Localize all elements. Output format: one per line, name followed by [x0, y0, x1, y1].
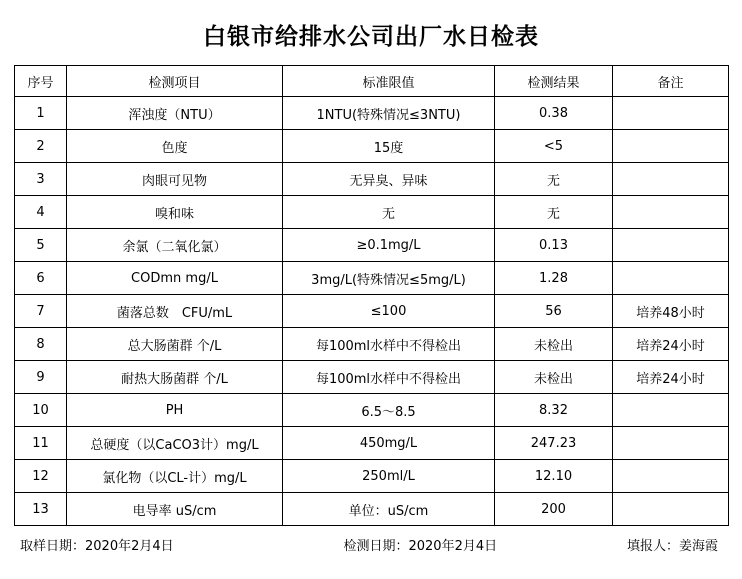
- cell-remark: [613, 460, 729, 493]
- table-row: [15, 196, 729, 229]
- cell-result: 无: [495, 163, 613, 196]
- report-page: [0, 18, 742, 579]
- cell-index: 4: [15, 196, 67, 229]
- cell-index: 5: [15, 229, 67, 262]
- cell-index: 11: [15, 427, 67, 460]
- cell-index: 13: [15, 493, 67, 526]
- cell-result: 8.32: [495, 394, 613, 427]
- cell-result: 247.23: [495, 427, 613, 460]
- cell-item: 总大肠菌群 个/L: [67, 328, 283, 361]
- cell-result: 1.28: [495, 262, 613, 295]
- cell-index: 6: [15, 262, 67, 295]
- table-row: [15, 460, 729, 493]
- cell-result: <5: [495, 130, 613, 163]
- cell-item: CODmn mg/L: [67, 262, 283, 295]
- table-body: [15, 97, 729, 526]
- cell-index: 9: [15, 361, 67, 394]
- cell-remark: 培养24小时: [613, 328, 729, 361]
- column-header-index: 序号: [15, 66, 67, 97]
- cell-result: 未检出: [495, 328, 613, 361]
- cell-limit: 3mg/L(特殊情况≤5mg/L): [283, 262, 495, 295]
- table-row: [15, 493, 729, 526]
- table-row: [15, 427, 729, 460]
- cell-result: 200: [495, 493, 613, 526]
- cell-limit: 1NTU(特殊情况≤3NTU): [283, 97, 495, 130]
- table-row: [15, 229, 729, 262]
- cell-result: 12.10: [495, 460, 613, 493]
- inspection-table: [14, 65, 729, 526]
- table-row: [15, 97, 729, 130]
- cell-remark: [613, 427, 729, 460]
- table-row: [15, 361, 729, 394]
- cell-remark: [613, 163, 729, 196]
- cell-item: 浑浊度（NTU）: [67, 97, 283, 130]
- cell-limit: 每100ml水样中不得检出: [283, 328, 495, 361]
- table-row: [15, 295, 729, 328]
- cell-remark: [613, 394, 729, 427]
- cell-item: 嗅和味: [67, 196, 283, 229]
- cell-item: PH: [67, 394, 283, 427]
- cell-remark: [613, 97, 729, 130]
- cell-remark: [613, 229, 729, 262]
- cell-result: 未检出: [495, 361, 613, 394]
- cell-limit: 每100ml水样中不得检出: [283, 361, 495, 394]
- cell-result: 0.13: [495, 229, 613, 262]
- table-row: [15, 262, 729, 295]
- table-header-row: [15, 66, 729, 97]
- sampling-date: 取样日期：2020年2月4日: [20, 539, 174, 554]
- column-header-result: 检测结果: [495, 66, 613, 97]
- testing-date: 检测日期：2020年2月4日: [343, 539, 498, 554]
- cell-remark: 培养24小时: [613, 361, 729, 394]
- cell-item: 菌落总数 CFU/mL: [67, 295, 283, 328]
- cell-item: 氯化物（以CL-计）mg/L: [67, 460, 283, 493]
- cell-remark: 培养48小时: [613, 295, 729, 328]
- cell-item: 肉眼可见物: [67, 163, 283, 196]
- page-title: 白银市给排水公司出厂水日检表: [203, 24, 539, 50]
- column-header-item: 检测项目: [67, 66, 283, 97]
- cell-item: 耐热大肠菌群 个/L: [67, 361, 283, 394]
- table-row: [15, 130, 729, 163]
- column-header-limit: 标准限值: [283, 66, 495, 97]
- cell-item: 色度: [67, 130, 283, 163]
- cell-index: 10: [15, 394, 67, 427]
- cell-limit: 450mg/L: [283, 427, 495, 460]
- cell-index: 8: [15, 328, 67, 361]
- cell-remark: [613, 262, 729, 295]
- cell-remark: [613, 493, 729, 526]
- report-footer: [14, 535, 728, 554]
- table-row: [15, 328, 729, 361]
- cell-limit: 无异臭、异味: [283, 163, 495, 196]
- cell-limit: 15度: [283, 130, 495, 163]
- cell-result: 0.38: [495, 97, 613, 130]
- reporter-name: 填报人：姜海霞: [626, 539, 718, 554]
- cell-result: 无: [495, 196, 613, 229]
- cell-result: 56: [495, 295, 613, 328]
- table-header: [15, 66, 729, 97]
- column-header-remark: 备注: [613, 66, 729, 97]
- cell-index: 12: [15, 460, 67, 493]
- cell-limit: ≤100: [283, 295, 495, 328]
- cell-index: 1: [15, 97, 67, 130]
- cell-item: 总硬度（以CaCO3计）mg/L: [67, 427, 283, 460]
- cell-remark: [613, 130, 729, 163]
- cell-item: 余氯（二氧化氯）: [67, 229, 283, 262]
- cell-limit: 6.5～8.5: [283, 394, 495, 427]
- cell-limit: 无: [283, 196, 495, 229]
- cell-limit: ≥0.1mg/L: [283, 229, 495, 262]
- table-row: [15, 163, 729, 196]
- cell-index: 2: [15, 130, 67, 163]
- cell-limit: 单位：uS/cm: [283, 493, 495, 526]
- cell-item: 电导率 uS/cm: [67, 493, 283, 526]
- table-row: [15, 394, 729, 427]
- cell-limit: 250ml/L: [283, 460, 495, 493]
- cell-remark: [613, 196, 729, 229]
- cell-index: 7: [15, 295, 67, 328]
- cell-index: 3: [15, 163, 67, 196]
